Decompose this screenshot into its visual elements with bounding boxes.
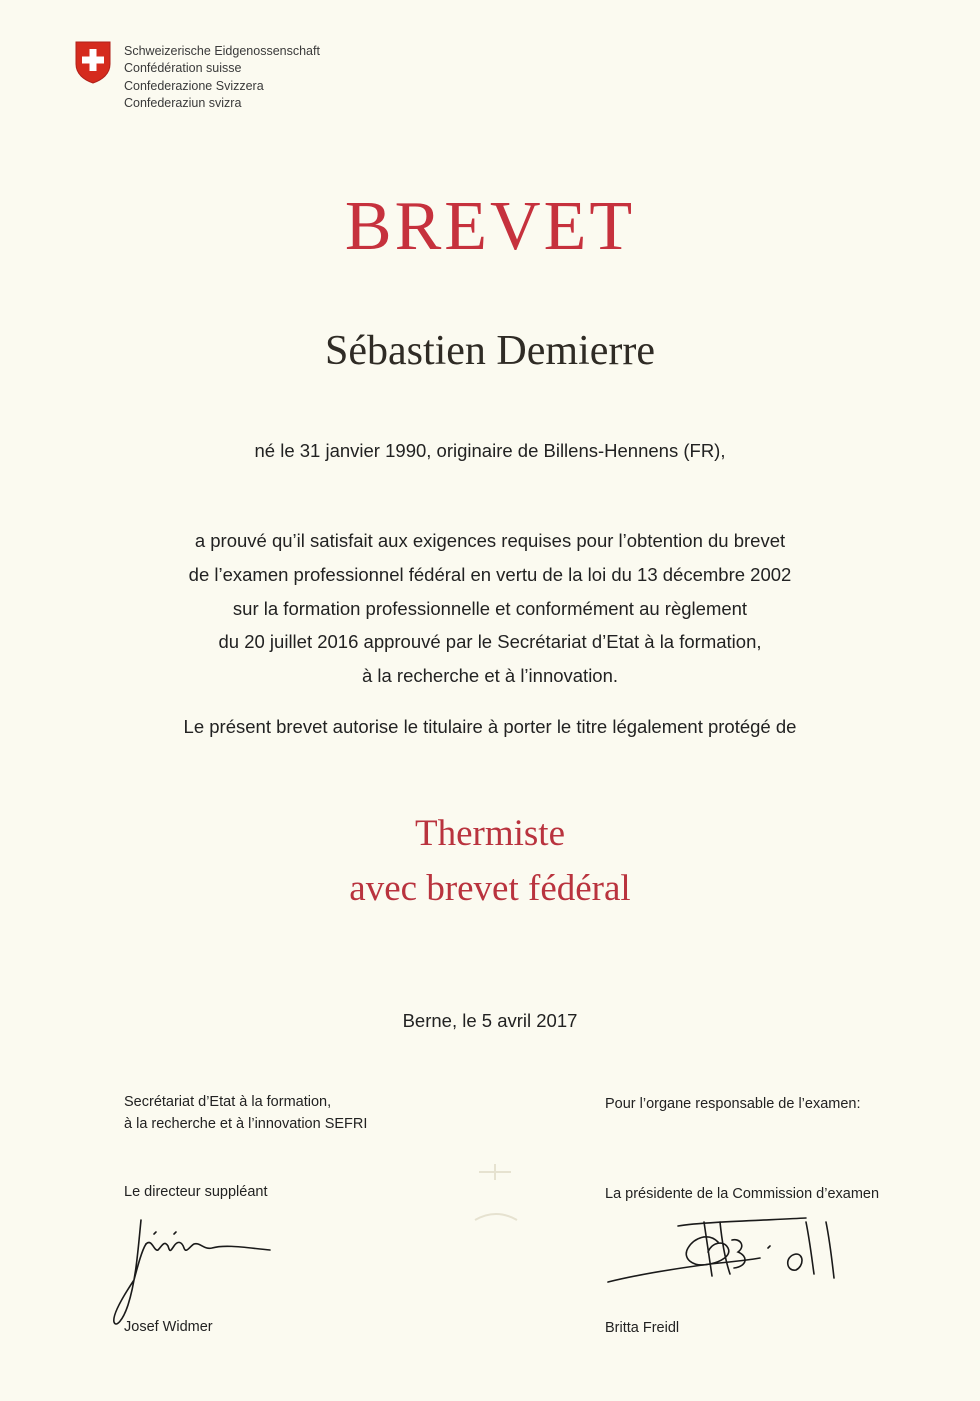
authorization-line: Le présent brevet autorise le titulaire à porter le titre légalement protégé de	[183, 716, 797, 737]
confederation-rm: Confederaziun svizra	[124, 95, 242, 110]
certificate-title: BREVET	[344, 188, 636, 265]
birth-line: né le 31 janvier 1990, originaire de Billens-Hennens (FR),	[254, 440, 726, 461]
swiss-coat-of-arms-icon	[74, 40, 112, 84]
paragraph-line: sur la formation professionnelle et conformément au règlement	[232, 597, 748, 619]
paragraph-line: du 20 juillet 2016 approuvé par le Secrétariat d’Etat à la formation,	[218, 631, 762, 653]
left-signatory-role: Le directeur suppléant	[124, 1184, 268, 1200]
right-signatory-role: La présidente de la Commission d’examen	[605, 1186, 880, 1202]
left-organization-line: à la recherche et à l’innovation SEFRI	[124, 1115, 368, 1132]
confederation-it: Confederazione Svizzera	[124, 78, 264, 93]
paragraph-line: de l’examen professionnel fédéral en vertu de la loi du 13 décembre 2002	[188, 563, 792, 585]
right-signatory-name: Britta Freidl	[605, 1320, 680, 1336]
left-organization-line: Secrétariat d’Etat à la formation,	[124, 1094, 332, 1110]
paragraph-line: a prouvé qu’il satisfait aux exigences requises pour l’obtention du brevet	[194, 530, 786, 551]
confederation-block	[124, 43, 320, 112]
requirements-paragraph	[0, 524, 980, 693]
embossed-seal-icon	[465, 1160, 525, 1230]
confederation-de: Schweizerische Eidgenossenschaft	[124, 44, 320, 58]
left-signatory-name: Josef Widmer	[124, 1319, 213, 1335]
place-date: Berne, le 5 avril 2017	[402, 1010, 578, 1031]
right-organization: Pour l’organe responsable de l’examen:	[605, 1096, 861, 1112]
qualification-line: avec brevet fédéral	[349, 868, 631, 909]
right-signature	[600, 1212, 845, 1292]
holder-name: Sébastien Demierre	[324, 328, 656, 374]
left-organization	[124, 1092, 367, 1135]
paragraph-line: à la recherche et à l’innovation.	[361, 665, 619, 687]
qualification-line: Thermiste	[414, 813, 565, 854]
confederation-fr: Confédération suisse	[124, 61, 242, 76]
qualification-title	[0, 806, 980, 916]
